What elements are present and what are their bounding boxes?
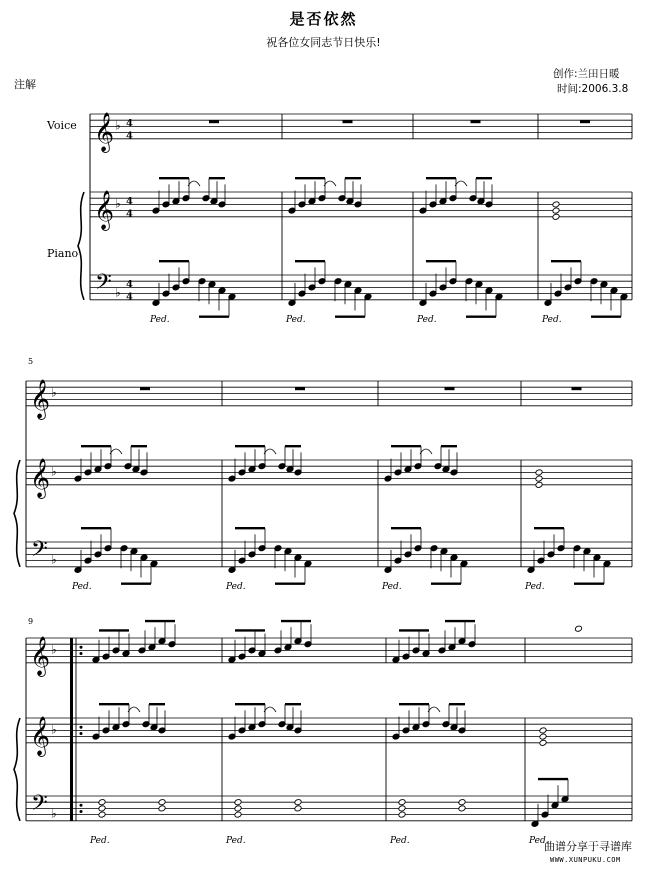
pedal-mark: Ped. xyxy=(150,314,170,325)
treble-clef-icon: 𝄞 xyxy=(94,111,115,152)
pedal-mark: Ped. xyxy=(382,581,402,592)
whole-rest-icon xyxy=(343,120,353,123)
slur xyxy=(264,707,276,712)
repeat-dot xyxy=(80,652,83,655)
watermark-text: 曲谱分享于寻谱库 xyxy=(544,840,632,853)
pedal-mark: Ped. xyxy=(286,314,306,325)
flat-icon: ♭ xyxy=(115,285,121,300)
whole-rest-icon xyxy=(445,387,455,390)
voice-staff-label: Voice xyxy=(47,119,77,132)
repeat-dot xyxy=(80,810,83,813)
piano-staff-label: Piano xyxy=(47,247,79,260)
note-head xyxy=(458,799,466,806)
note-head xyxy=(98,805,106,812)
repeat-dot xyxy=(80,804,83,807)
flat-icon: ♭ xyxy=(51,722,57,737)
composer-credit: 创作:兰田日暖 xyxy=(553,68,620,80)
note-head xyxy=(535,481,543,488)
repeat-bar xyxy=(70,638,73,821)
slur xyxy=(264,449,276,454)
note-head xyxy=(539,739,547,746)
note-head xyxy=(535,475,543,482)
treble-clef-icon: 𝄞 xyxy=(94,189,115,230)
treble-clef-icon: 𝄞 xyxy=(30,457,51,498)
whole-rest-icon xyxy=(572,387,582,390)
time-signature-numerator: 4 xyxy=(126,196,133,208)
flat-icon: ♭ xyxy=(51,552,57,567)
note-head xyxy=(552,207,560,214)
note-head xyxy=(458,805,466,812)
pedal-mark: Ped. xyxy=(90,835,110,846)
composition-date: 时间:2006.3.8 xyxy=(557,83,629,95)
bass-clef-icon: 𝄢 xyxy=(95,270,112,301)
note-head xyxy=(294,799,302,806)
slur xyxy=(420,449,432,454)
treble-clef-icon: 𝄞 xyxy=(30,635,51,676)
slur xyxy=(110,449,122,454)
slur xyxy=(324,181,336,186)
flat-icon: ♭ xyxy=(115,196,121,211)
pedal-mark: Ped. xyxy=(72,581,92,592)
measure-number-9: 9 xyxy=(28,617,34,626)
slur xyxy=(128,707,140,712)
pedal-mark: Ped. xyxy=(226,581,246,592)
time-signature-numerator: 4 xyxy=(126,118,133,130)
note-head xyxy=(552,201,560,208)
note-head xyxy=(575,625,583,632)
time-signature-denominator: 4 xyxy=(126,208,133,220)
note-head xyxy=(539,733,547,740)
repeat-dot xyxy=(80,646,83,649)
whole-rest-icon xyxy=(140,387,150,390)
watermark-url: WWW.XUNPUKU.COM xyxy=(550,856,621,864)
piano-brace-icon xyxy=(78,192,84,300)
slur xyxy=(455,181,467,186)
measure-number-5: 5 xyxy=(28,357,34,366)
time-signature-denominator: 4 xyxy=(126,130,133,142)
flat-icon: ♭ xyxy=(51,385,57,400)
note-head xyxy=(398,799,406,806)
note-head xyxy=(552,213,560,220)
pedal-mark: Ped. xyxy=(226,835,246,846)
note-head xyxy=(98,799,106,806)
whole-rest-icon xyxy=(471,120,481,123)
note-head xyxy=(294,805,302,812)
note-head xyxy=(158,799,166,806)
note-head xyxy=(535,469,543,476)
pedal-mark: Ped. xyxy=(390,835,410,846)
score-title: 是否依然 xyxy=(289,10,358,28)
flat-icon: ♭ xyxy=(115,118,121,133)
treble-clef-icon: 𝄞 xyxy=(30,378,51,419)
time-signature-denominator: 4 xyxy=(126,291,133,303)
note-head xyxy=(398,811,406,818)
note-head xyxy=(98,811,106,818)
flat-icon: ♭ xyxy=(51,806,57,821)
time-signature-numerator: 4 xyxy=(126,279,133,291)
pedal-mark: Ped. xyxy=(529,835,549,846)
slur xyxy=(188,181,200,186)
whole-rest-icon xyxy=(209,120,219,123)
whole-rest-icon xyxy=(580,120,590,123)
score-subtitle: 祝各位女同志节日快乐! xyxy=(266,36,381,49)
piano-brace-icon xyxy=(14,718,20,821)
note-head xyxy=(539,727,547,734)
piano-brace-icon xyxy=(14,460,20,567)
whole-rest-icon xyxy=(295,387,305,390)
flat-icon: ♭ xyxy=(51,642,57,657)
pedal-mark: Ped. xyxy=(525,581,545,592)
pedal-mark: Ped. xyxy=(542,314,562,325)
note-head xyxy=(398,805,406,812)
bass-clef-icon: 𝄢 xyxy=(31,537,48,568)
repeat-dot xyxy=(80,732,83,735)
bass-clef-icon: 𝄢 xyxy=(31,791,48,822)
note-head xyxy=(234,811,242,818)
note-head xyxy=(234,805,242,812)
treble-clef-icon: 𝄞 xyxy=(30,715,51,756)
flat-icon: ♭ xyxy=(51,464,57,479)
notes-label: 注解 xyxy=(14,78,36,91)
note-head xyxy=(234,799,242,806)
slur xyxy=(428,707,440,712)
repeat-dot xyxy=(80,726,83,729)
note-head xyxy=(158,805,166,812)
pedal-mark: Ped. xyxy=(417,314,437,325)
